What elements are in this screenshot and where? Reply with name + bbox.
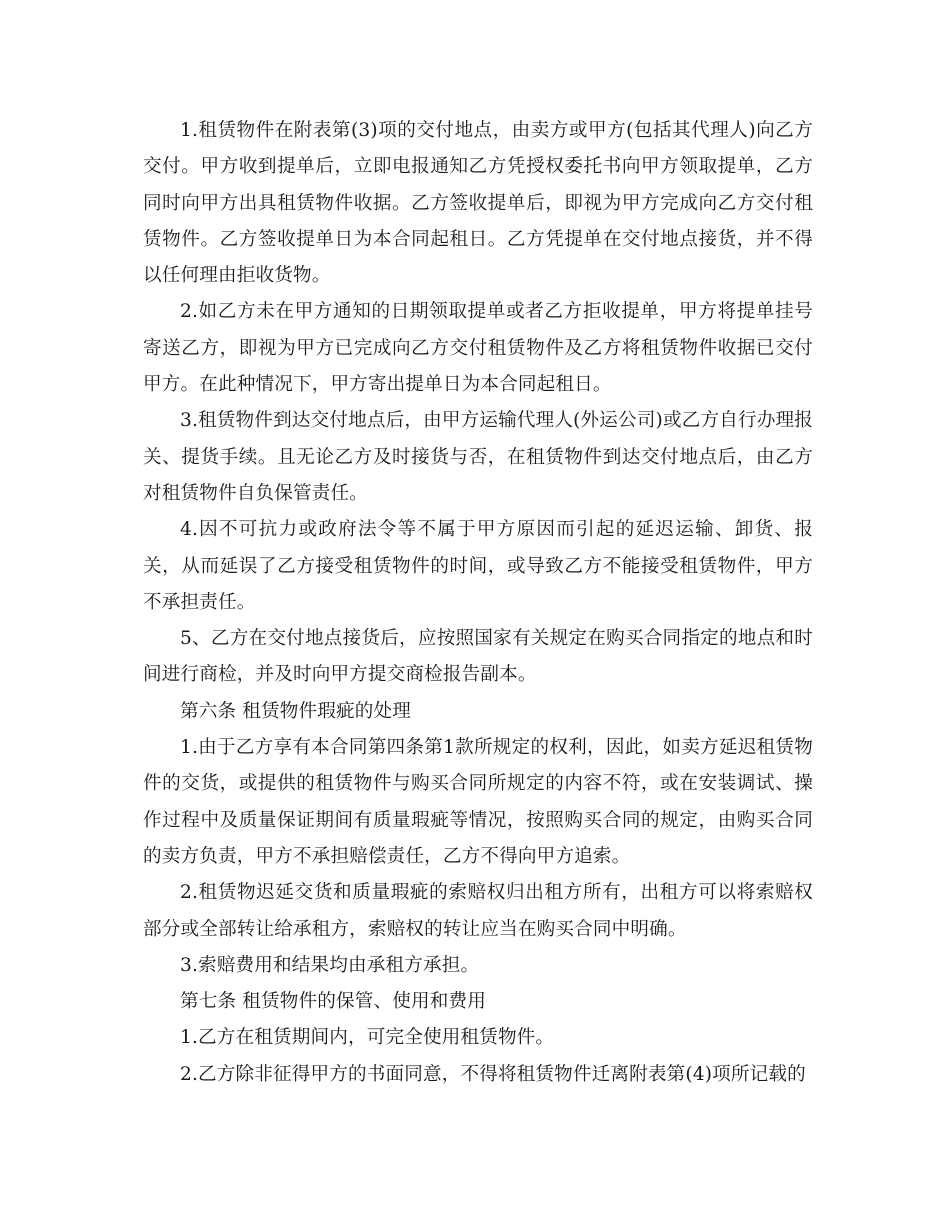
clause-paragraph-usage: 1.乙方在租赁期间内，可完全使用租赁物件。 [180, 1027, 555, 1049]
clause-paragraph-relocation: 2.乙方除非征得甲方的书面同意，不得将租赁物件迁离附表第(4)项所记载的 [180, 1063, 806, 1085]
clause-paragraph-delivery: 1.租赁物件在附表第(3)项的交付地点，由卖方或甲方(包括其代理人)向乙方交付。甲方收到提单后，立即电报通知乙方凭授权委托书向甲方领取提单，乙方同时向甲方出具租赁物件收据。乙方签收提单后，即视为甲方完成向乙方交付租赁物件。乙方签收提单日为本合同起租日。乙方凭提单在交付地点接货，并不得以任何理由拒收货物。 [143, 120, 813, 287]
clause-paragraph-force-majeure: 4.因不可抗力或政府法令等不属于甲方原因而引起的延迟运输、卸货、报关，从而延误了乙方接受租赁物件的时间，或导致乙方不能接受租赁物件，甲方不承担责任。 [143, 519, 813, 613]
clause-paragraph-inspection: 5、乙方在交付地点接货后，应按照国家有关规定在购买合同指定的地点和时间进行商检，并及时向甲方提交商检报告副本。 [143, 628, 813, 686]
clause-paragraph-defects: 1.由于乙方享有本合同第四条第1款所规定的权利，因此，如卖方延迟租赁物件的交货，或提供的租赁物件与购买合同所规定的内容不符，或在安装调试、操作过程中及质量保证期间有质量瑕疵等情况，按照购买合同的规定，由购买合同的卖方负责，甲方不承担赔偿责任，乙方不得向甲方追索。 [143, 737, 813, 867]
clause-paragraph-registered-mail: 2.如乙方未在甲方通知的日期领取提单或者乙方拒收提单，甲方将提单挂号寄送乙方，即视为甲方已完成向乙方交付租赁物件及乙方将租赁物件收据已交付甲方。在此种情况下，甲方寄出提单日为本合同起租日。 [143, 301, 813, 396]
clause-paragraph-customs: 3.租赁物件到达交付地点后，由甲方运输代理人(外运公司)或乙方自行办理报关、提货手续。且无论乙方及时接货与否，在租赁物件到达交付地点后，由乙方对租赁物件自负保管责任。 [143, 410, 813, 504]
clause-paragraph-claim-costs: 3.索赔费用和结果均由承租方承担。 [180, 954, 480, 976]
article-heading-six: 第六条 租赁物件瑕疵的处理 [180, 700, 411, 722]
article-heading-seven: 第七条 租赁物件的保管、使用和费用 [180, 991, 486, 1013]
clause-paragraph-claim-rights: 2.租赁物迟延交货和质量瑕疵的索赔权归出租方所有，出租方可以将索赔权部分或全部转让给承租方，索赔权的转让应当在购买合同中明确。 [143, 882, 813, 940]
document-body [143, 113, 813, 1093]
